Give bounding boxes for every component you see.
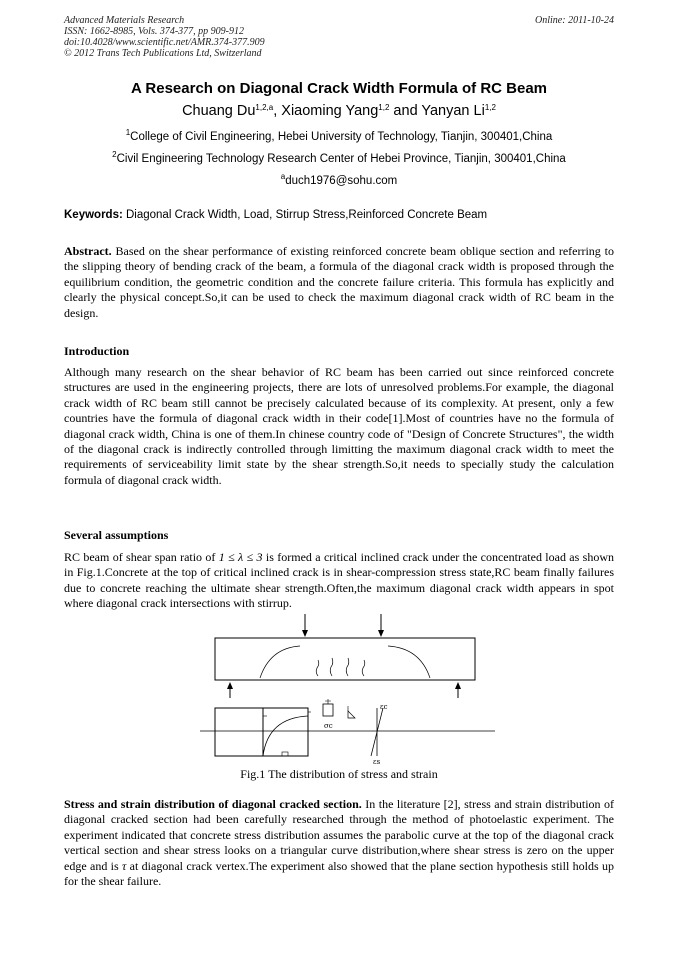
flexural-crack-3	[346, 658, 349, 676]
author-2-affil: 1,2	[378, 103, 390, 112]
intro-heading: Introduction	[64, 344, 130, 358]
assumptions-heading: Several assumptions	[64, 528, 169, 542]
assumptions-text-1: RC beam of shear span ratio of	[64, 550, 219, 564]
diagonal-crack-right	[388, 646, 430, 678]
author-line	[0, 103, 678, 119]
affiliation-2	[0, 150, 678, 165]
shear-triangle	[348, 711, 355, 718]
author-2: , Xiaoming Yang	[273, 103, 379, 119]
doi-line: doi:10.4028/www.scientific.net/AMR.374-377.909	[64, 37, 265, 48]
section-crack	[263, 716, 308, 756]
label-eps-c: εc	[380, 703, 388, 711]
load-arrowhead-left	[302, 630, 308, 637]
online-date: Online: 2011-10-24	[535, 15, 614, 26]
load-arrowhead-right	[378, 630, 384, 637]
flexural-crack-1	[316, 660, 319, 676]
stress-strain-text-2: at diagonal crack vertex.The experiment also showed that the plane section hypothesis still holds up for the shear failure.	[64, 858, 614, 889]
assumptions-paragraph	[64, 550, 614, 612]
affiliation-2-mark: 2	[112, 150, 117, 159]
stress-strain-figure	[190, 608, 500, 768]
author-1-affil: 1,2,a	[255, 103, 274, 112]
author-3: and Yanyan Li	[389, 103, 485, 119]
stress-strain-label: Stress and strain distribution of diagonal cracked section.	[64, 797, 362, 811]
keywords-text: Diagonal Crack Width, Load, Stirrup Stress,Reinforced Concrete Beam	[122, 209, 488, 221]
author-1: Chuang Du	[182, 103, 256, 119]
flexural-crack-4	[362, 660, 365, 676]
journal-header	[64, 15, 484, 59]
cut-section-left	[215, 708, 263, 756]
intro-paragraph: Although many research on the shear behavior of RC beam has been carried out since reinforced concrete structures are used in the engineering projects, there are lots of unresolved problems.For example, the diagonal crack width of RC beam still cannot be precisely calculated because of its complexity. At present, only a few countries have the formula of diagonal crack width in their code[1].Most of countries have no the formula of diagonal crack width, China is one of them.In chinese country code of "Design of Concrete Structures", the width of the diagonal crack is indirectly controlled through limitting the maximum diagonal crack width to meet the requirements of serviceability limit state by the shear strength.So,it needs to specially study the calculation formula of diagonal crack width.	[64, 365, 614, 487]
assumptions-text-2: is formed a critical inclined crack under the concentrated load as shown in Fig.1.Concrete at the top of critical inclined crack is in shear-compression stress state,RC beam finally failures due to concrete reaching the ultimate shear strength.Often,the maximum diagonal crack width appears in spot where diagonal crack intersections with stirrup.	[64, 550, 614, 611]
email-text: duch1976@sohu.com	[285, 175, 398, 187]
label-sigma-c: σc	[324, 722, 333, 730]
abstract-text: Based on the shear performance of existing reinforced concrete beam oblique section and referring to the slipping theory of bending crack of the beam, a formula of the diagonal crack width is proposed through the equilibrium condition, the geometric condition and the concrete failure criteria. This formula has explicitly and clearly the physical concept.So,it can be used to check the maximum diagonal crack width of RC beam in the design.	[64, 244, 614, 320]
affiliation-1	[0, 128, 678, 143]
label-eps-s: εs	[373, 758, 381, 766]
stress-strain-paragraph	[64, 797, 614, 889]
cut-section-right	[263, 708, 308, 756]
beam-outline	[215, 638, 475, 680]
email-mark: a	[280, 172, 286, 181]
affiliation-1-text: College of Civil Engineering, Hebei University of Technology, Tianjin, 300401,China	[130, 131, 553, 143]
support-arrowhead-right	[455, 682, 461, 689]
flexural-crack-2	[330, 658, 333, 676]
stress-element	[323, 704, 333, 716]
support-arrowhead-left	[227, 682, 233, 689]
diagonal-crack-left	[260, 646, 300, 678]
author-email	[0, 172, 678, 187]
issn-line: ISSN: 1662-8985, Vols. 374-377, pp 909-912	[64, 26, 244, 37]
copyright-line: © 2012 Trans Tech Publications Ltd, Switzerland	[64, 48, 262, 59]
affiliation-1-mark: 1	[125, 128, 131, 137]
keywords-label: Keywords:	[64, 209, 123, 221]
shear-span-ratio-formula: 1 ≤ λ ≤ 3	[218, 550, 263, 564]
stress-element-arrow	[325, 699, 331, 704]
journal-name: Advanced Materials Research	[64, 15, 185, 26]
abstract	[64, 244, 614, 321]
abstract-label: Abstract.	[64, 244, 112, 258]
tau-symbol: τ	[122, 858, 127, 873]
figure-caption: Fig.1 The distribution of stress and strain	[240, 767, 438, 781]
stress-strain-text-1: In the literature [2], stress and strain distribution of diagonal cracked section had been carefully researched through the method of photoelastic experiment. The experiment indicated that concrete stress distribution assumes the parabolic curve at the top of the diagonal crack vertical section and shear stress looks on a triangular curve distribution,where shear stress is zero on the upper edge and is	[64, 797, 614, 873]
paper-title: A Research on Diagonal Crack Width Formula of RC Beam	[130, 80, 548, 97]
affiliation-2-text: Civil Engineering Technology Research Center of Hebei Province, Tianjin, 300401,China	[116, 153, 566, 165]
author-3-affil: 1,2	[484, 103, 496, 112]
rebar-box	[282, 752, 288, 756]
keywords	[64, 209, 624, 221]
